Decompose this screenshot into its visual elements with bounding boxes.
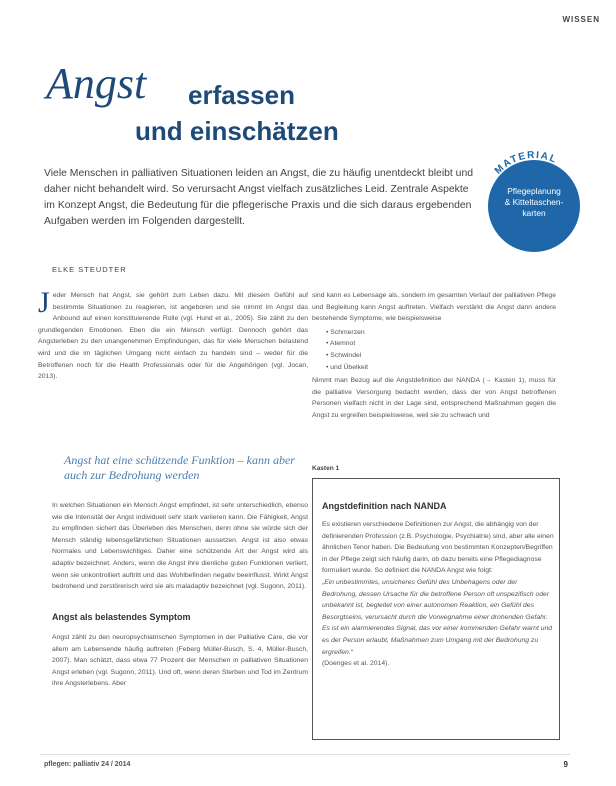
list-item: • Schmerzen <box>326 327 556 339</box>
dropcap: J <box>38 286 50 319</box>
box-label: Kasten 1 <box>312 465 340 472</box>
title-word-erfassen: erfassen <box>188 80 295 110</box>
symptom-list <box>326 327 556 373</box>
material-badge-text <box>490 186 578 219</box>
page-number: 9 <box>563 760 568 769</box>
col2-para2: Nimmt man Bezug auf die Angstdefinition der NANDA (→ Kasten 1), muss für die palliative Versorgung bedacht werden, dass der von Angst betroffenen Personen vielfach nicht in der Lage sind, entsprechend Maßnahmen gegen die Angst zu ergreifen beispielsweise, weil sie zu schwach und <box>312 377 556 419</box>
col2-para1: sind kann es Lebensage als, sondern im gesamten Verlauf der palliativen Pflege und Begleitung kann Angst auftreten. Vielfach verstärkt die Angst dann andere bestehende Symptome, wie beispielsweise <box>312 292 556 323</box>
pull-quote: Angst hat eine schützende Funktion – kann aber auch zur Bedrohung werden <box>64 453 295 482</box>
svg-text:MATERIAL <box>493 150 559 177</box>
lead-paragraph: Viele Menschen in palliativen Situationen leiden an Angst, die zu häufig unentdeckt bleibt und daher nicht behandelt wird. So verursacht Angst vielfach zusätzliches Leid. Zentrale Aspekte im Konzept Angst, die Bedeutung für die pflegerische Praxis und die sich daraus ergebenden Aufgaben werden im Folgenden dargestellt. <box>44 168 474 227</box>
title-line-2: und einschätzen <box>135 116 339 146</box>
title-word-angst: Angst <box>46 59 147 108</box>
material-badge-arc-text: MATERIAL <box>492 149 559 177</box>
badge-line-3: karten <box>522 208 546 218</box>
badge-line-1: Pflegeplanung <box>507 186 561 196</box>
col2-block <box>312 290 556 422</box>
section-tag: WISSEN <box>562 15 600 24</box>
list-item: • Atemnot <box>326 338 556 350</box>
col1-para1-block <box>38 286 308 383</box>
box-citation: (Doenges et al. 2014). <box>322 660 390 668</box>
badge-line-2: & Kitteltaschen- <box>504 197 564 207</box>
box-body <box>322 519 554 670</box>
list-item: • und Übelkeit <box>326 362 556 374</box>
subhead-belastendes-symptom: Angst als belastendes Symptom <box>52 612 191 622</box>
col1-para3: Angst zählt zu den neuropsychiatrischen Symptomen in der Palliative Care, die vor allem am Lebensende häufig auftreten (Feberg Müller-Busch, S. 4, Müller-Busch, 2007). Man schätzt, dass etwa 77 Prozent der Menschen in palliativen Situationen Angst erleben (vgl. Sugonn, 2011). Und oft, wenn deren Sterben und Tod im Zentrum ihre Angsterlebens. Aber <box>52 634 308 688</box>
author: ELKE STEUDTER <box>52 265 127 274</box>
col1-para2: In welchen Situationen ein Mensch Angst empfindet, ist sehr unterschiedlich, ebenso wie die Intensität der Angst individuell sehr stark variieren kann. Die Fähigkeit, Angst zu empfinden sichert das Überleben des Menschen, denn ohne sie würde sich der Mensch ständig lebensgefährlichen Situationen aussetzen. Angst ist also etwas Normales und Lebenswichtiges. Daher eine schützende Art der Angst wird als adaptiv bezeichnet. Anders, wenn die Angst ihre dienliche guten Funktionen verliert, wenn sie unkontrolliert auftritt und das Wohlbefinden negativ beeinflusst. Wirkt Angst bedrohend und zerstörerisch wird sie als maladaptiv bezeichnet (vgl. Sugonn, 2011). <box>52 502 308 591</box>
box-title: Angstdefinition nach NANDA <box>322 501 447 511</box>
box-quote: „Ein unbestimmtes, unsicheres Gefühl des Unbehagens oder der Bedrohung, dessen Ursache für die betroffene Person oft unspezifisch oder unbekannt ist, begleitet von einer autonomen Reaktion, ein Gefühl des Besorgtseins, verursacht durch die Vorwegnahme einer drohenden Gefahr. Es ist ein alarmierendes Signal, das vor einer kommenden Gefahr warnt und es der Person erlaubt, Maßnahmen zum Umgang mit der Bedrohung zu ergreifen.“ <box>322 578 553 656</box>
list-item: • Schwindel <box>326 350 556 362</box>
footer-divider <box>40 754 570 755</box>
col1-para1: eder Mensch hat Angst, sie gehört zum Leben dazu. Mit diesem Gefühl auf bestimmte Situationen zu reagieren, ist angeboren und sie nimmt im Angst das Anbound auf einen konstituierende Rolle (vgl. Hund et al., 2005). Sie zählt zu den grundlegenden Emotionen. Eben die ein Mensch verfügt. Dennoch gehört das Angsterleben zu den unangenehmen Empfindungen, das für viele Menschen belastend wird und die im täglichen Umgang nicht einfach zu handeln sind – weder für die Betroffenen noch für die Health Professionals oder für die Angehörigen (vgl. Jocan, 2013). <box>38 292 308 381</box>
box-text: Es existieren verschiedene Definitionen zur Angst, die abhängig von der definierenden Profession (z.B. Psychologie, Psychiatrie) sind, aber alle einen ähnlichen Tenor haben. Die Bedeutung von bestimmten Konzepten/Begriffen in der Pflege zeigt sich häufig darin, ob dazu bereits eine Pflegediagnose formuliert wurde. So definiert die NANDA Angst wie folgt: <box>322 521 554 575</box>
footer-publication: pflegen: palliativ 24 / 2014 <box>44 761 131 768</box>
